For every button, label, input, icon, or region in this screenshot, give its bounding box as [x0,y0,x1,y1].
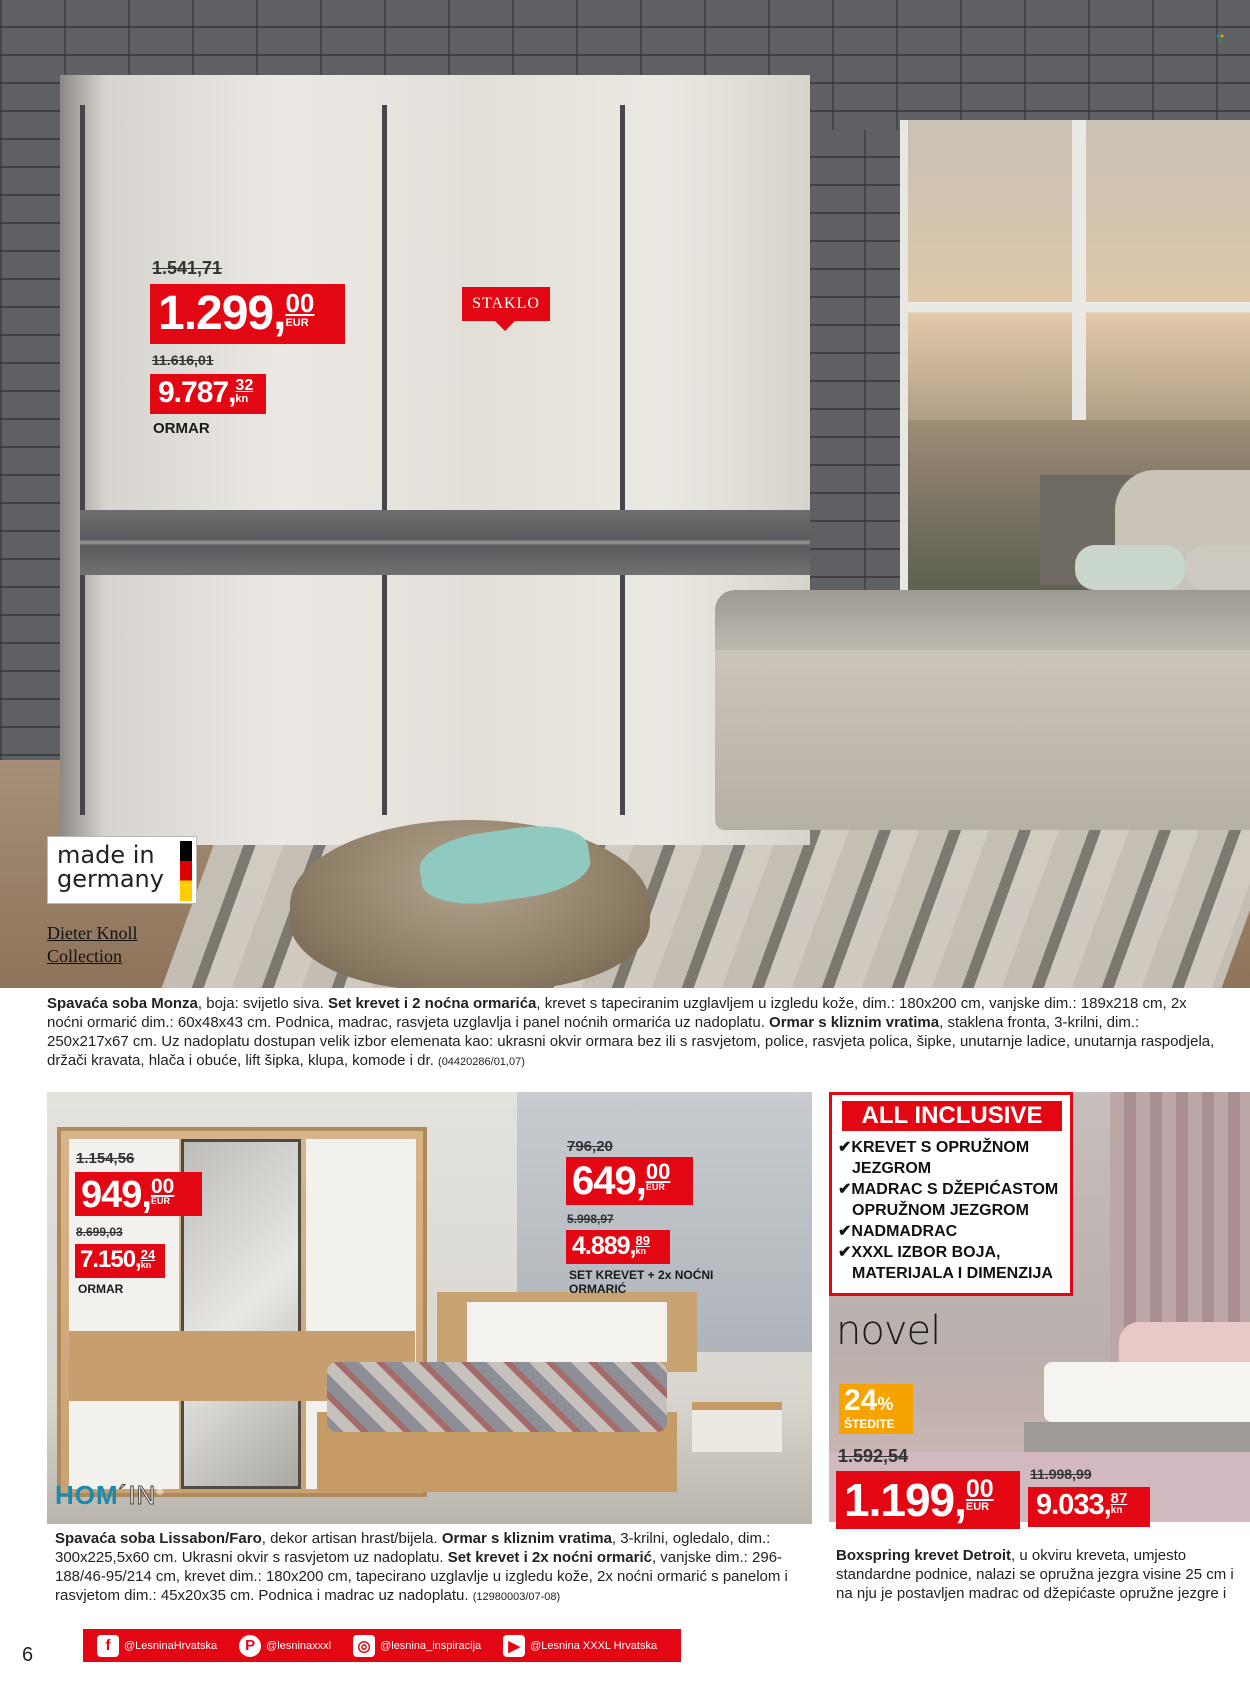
bed-monza [715,600,1250,830]
price-tag-kn: 7.150, 24 kn [75,1244,165,1278]
social-link-pinterest[interactable]: P @lesninaxxxl [239,1635,331,1657]
lissabon-description: Spavaća soba Lissabon/Faro, dekor artisan hrast/bijela. Ormar s kliznim vratima, 3-krilni, ogledalo, dim.: 300x225,5x60 cm. Ukrasni okvir s rasvjetom uz nadoplatu. Set krevet i 2x noćni ormarić, vanjske dim.: 296-188/46-95/214 cm, krevet dim.: 180x200 cm, tapecirano uzglavlje u izgledu kože, 2x noćni ormarić s panelom i rasvjetom dim.: 45x20x35 cm. Podnica i madrac uz nadoplatu. (12980003/07-08) [55,1530,788,1604]
price-tag-eur: 949, 00 EUR [75,1172,202,1216]
old-price-kn: 8.699,03 [76,1225,123,1239]
product-label-wardrobe: ORMAR [78,1282,124,1296]
social-bar [83,1629,681,1662]
facebook-icon: f [97,1635,119,1657]
social-link-youtube[interactable]: ▶ @Lesnina XXXL Hrvatska [503,1635,657,1657]
german-flag-icon [180,841,192,901]
nightstand [692,1402,782,1452]
monza-description: Spavaća soba Monza, boja: svijetlo siva. Set krevet i 2 noćna ormarića, krevet s tapeciranim uzglavljem u izgledu kože, dim.: 180x200 cm, vanjske dim.: 189x218 cm, 2x noćni ormarić dim.: 60x48x43 cm. Podnica, madrac, rasvjeta uzglavlja i panel noćnih ormarića uz nadoplatu. Ormar s kliznim vratima, staklena fronta, 3-krilni, dim.: 250x217x67 cm. Uz nadoplatu dostupan velik izbor elemenata kao: ukrasni okvir ormara bez ili s rasvjetom, police, rasvjeta polica, šipke, unutarnje ladice, unutarnja raspodjela, držači kravata, hlača i obuće, lift šipka, klupa, komode i dr. (04420286/01,07) [47,995,1215,1069]
feature-item: OPRUŽNOM JEZGROM [852,1202,1029,1219]
price-tag-kn: 9.787, 32 kn [150,374,266,414]
price-tag-eur: 1.199, 00 EUR [836,1471,1020,1529]
pinterest-icon: P [239,1635,261,1657]
wardrobe-monza [60,75,810,845]
price-tag-eur: 1.299, 00 EUR [150,284,345,344]
old-price-eur: 1.592,54 [838,1446,909,1466]
instagram-icon: ◎ [353,1635,375,1657]
discount-badge: 24% ŠTEDITE [839,1384,913,1434]
brick-column [800,130,900,650]
novel-brand-logo: novel [836,1308,941,1354]
corner-mark-icon [1216,34,1224,42]
feature-item: ✔NADMADRAC [838,1223,958,1240]
social-link-facebook[interactable]: f @LesninaHrvatska [97,1635,217,1657]
old-price-kn: 11.616,01 [152,352,214,368]
made-in-germany-badge: made in germany [47,836,197,904]
old-price-eur: 1.154,56 [76,1150,135,1167]
all-inclusive-box [829,1092,1073,1296]
old-price-eur: 1.541,71 [152,258,223,278]
feature-item: MATERIJALA I DIMENZIJA [852,1265,1053,1282]
feature-item: ✔XXXL IZBOR BOJA, [838,1244,1001,1261]
page-number: 6 [22,1644,34,1666]
homin-logo: HOM´IN® [55,1480,165,1510]
glass-callout: STAKLO [462,287,550,321]
photo-lissabon-faro [47,1092,812,1524]
social-link-instagram[interactable]: ◎ @lesnina_inspiracija [353,1635,481,1657]
price-tag-kn: 4.889, 89 kn [566,1230,670,1264]
all-inclusive-title: ALL INCLUSIVE [842,1101,1062,1131]
product-label-set: SET KREVET + 2x NOĆNI ORMARIĆ [569,1268,714,1296]
price-tag-eur: 649, 00 EUR [566,1157,693,1205]
old-price-kn: 11.998,99 [1030,1466,1092,1482]
price-tag-kn: 9.033, 87 kn [1028,1487,1150,1527]
collection-name: Dieter Knoll Collection [47,923,138,966]
feature-item: ✔MADRAC S DŽEPIĆASTOM [838,1181,1059,1198]
detroit-description: Boxspring krevet Detroit, u okviru kreveta, umjesto standardne podnice, nalazi se opružna jezgra visine 25 cm i na nju je postavljen madrac od džepićaste opružne jezgre i [836,1547,1234,1602]
brick-wall-left [0,0,60,830]
feature-item: JEZGROM [852,1160,932,1177]
old-price-eur: 796,20 [567,1138,613,1155]
youtube-icon: ▶ [503,1635,525,1657]
feature-item: ✔KREVET S OPRUŽNOM [838,1139,1030,1156]
feature-list [838,1137,1058,1284]
old-price-kn: 5.998,97 [567,1212,614,1226]
bed-faro [317,1292,787,1492]
product-label-wardrobe: ORMAR [153,420,210,437]
